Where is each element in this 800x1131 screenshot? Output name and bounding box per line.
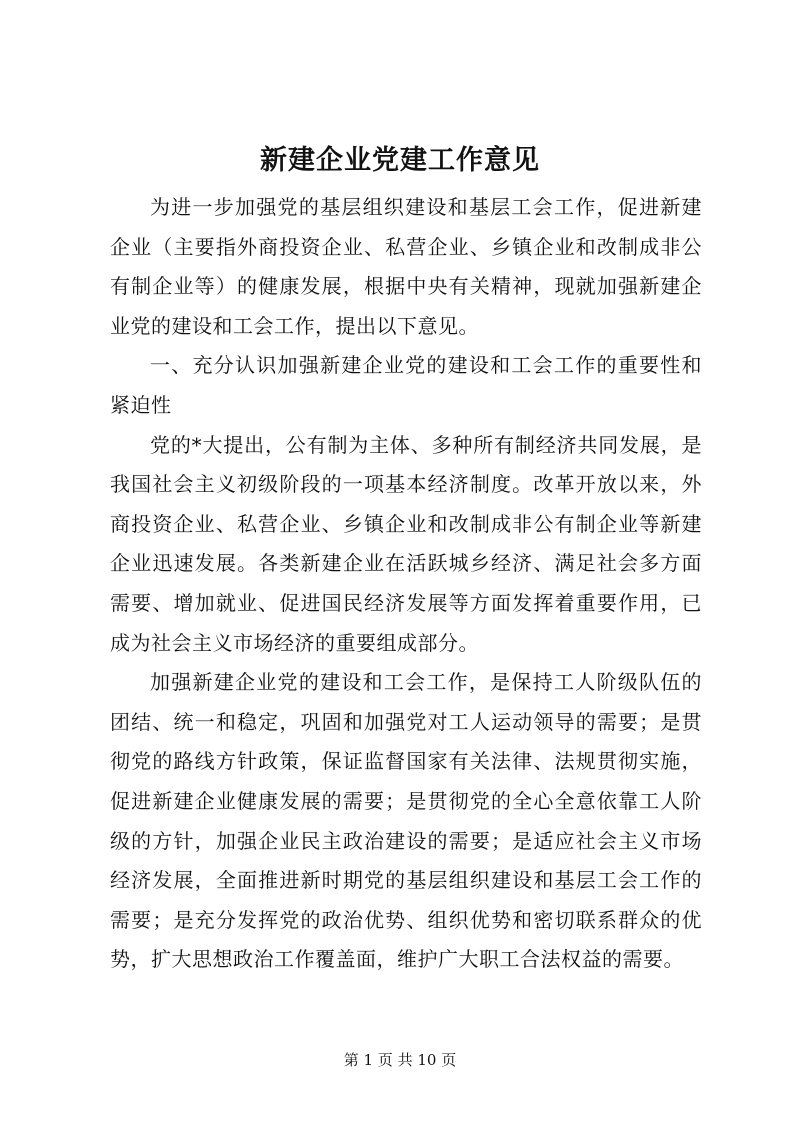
document-title: 新建企业党建工作意见 (260, 145, 540, 176)
paragraph-importance: 加强新建企业党的建设和工会工作，是保持工人阶级队伍的团结、统一和稳定，巩固和加强党对工人运动领导的需要；是贯彻党的路线方针政策，保证监督国家有关法律、法规贯彻实施，促进新建企业健康发展的需要；是贯彻党的全心全意依靠工人阶级的方针，加强企业民主政治建设的需要；是适应社会主义市场经济发展，全面推进新时期党的基层组织建设和基层工会工作的需要；是充分发挥党的政治优势、组织优势和密切联系群众的优势，扩大思想政治工作覆盖面，维护广大职工合法权益的需要。 (110, 670, 702, 972)
page-footer: 第 1 页 共 10 页 (343, 1051, 457, 1069)
paragraph-intro: 为进一步加强党的基层组织建设和基层工会工作，促进新建企业（主要指外商投资企业、私营企业、乡镇企业和改制成非公有制企业等）的健康发展，根据中央有关精神，现就加强新建企业党的建设和工会工作，提出以下意见。 (110, 195, 702, 338)
document-body (110, 188, 702, 980)
section-heading-1: 一、充分认识加强新建企业党的建设和工会工作的重要性和紧迫性 (110, 353, 702, 417)
paragraph-background: 党的*大提出，公有制为主体、多种所有制经济共同发展，是我国社会主义初级阶段的一项基本经济制度。改革开放以来，外商投资企业、私营企业、乡镇企业和改制成非公有制企业等新建企业迅速发展。各类新建企业在活跃城乡经济、满足社会多方面需要、增加就业、促进国民经济发展等方面发挥着重要作用，已成为社会主义市场经济的重要组成部分。 (110, 432, 702, 655)
